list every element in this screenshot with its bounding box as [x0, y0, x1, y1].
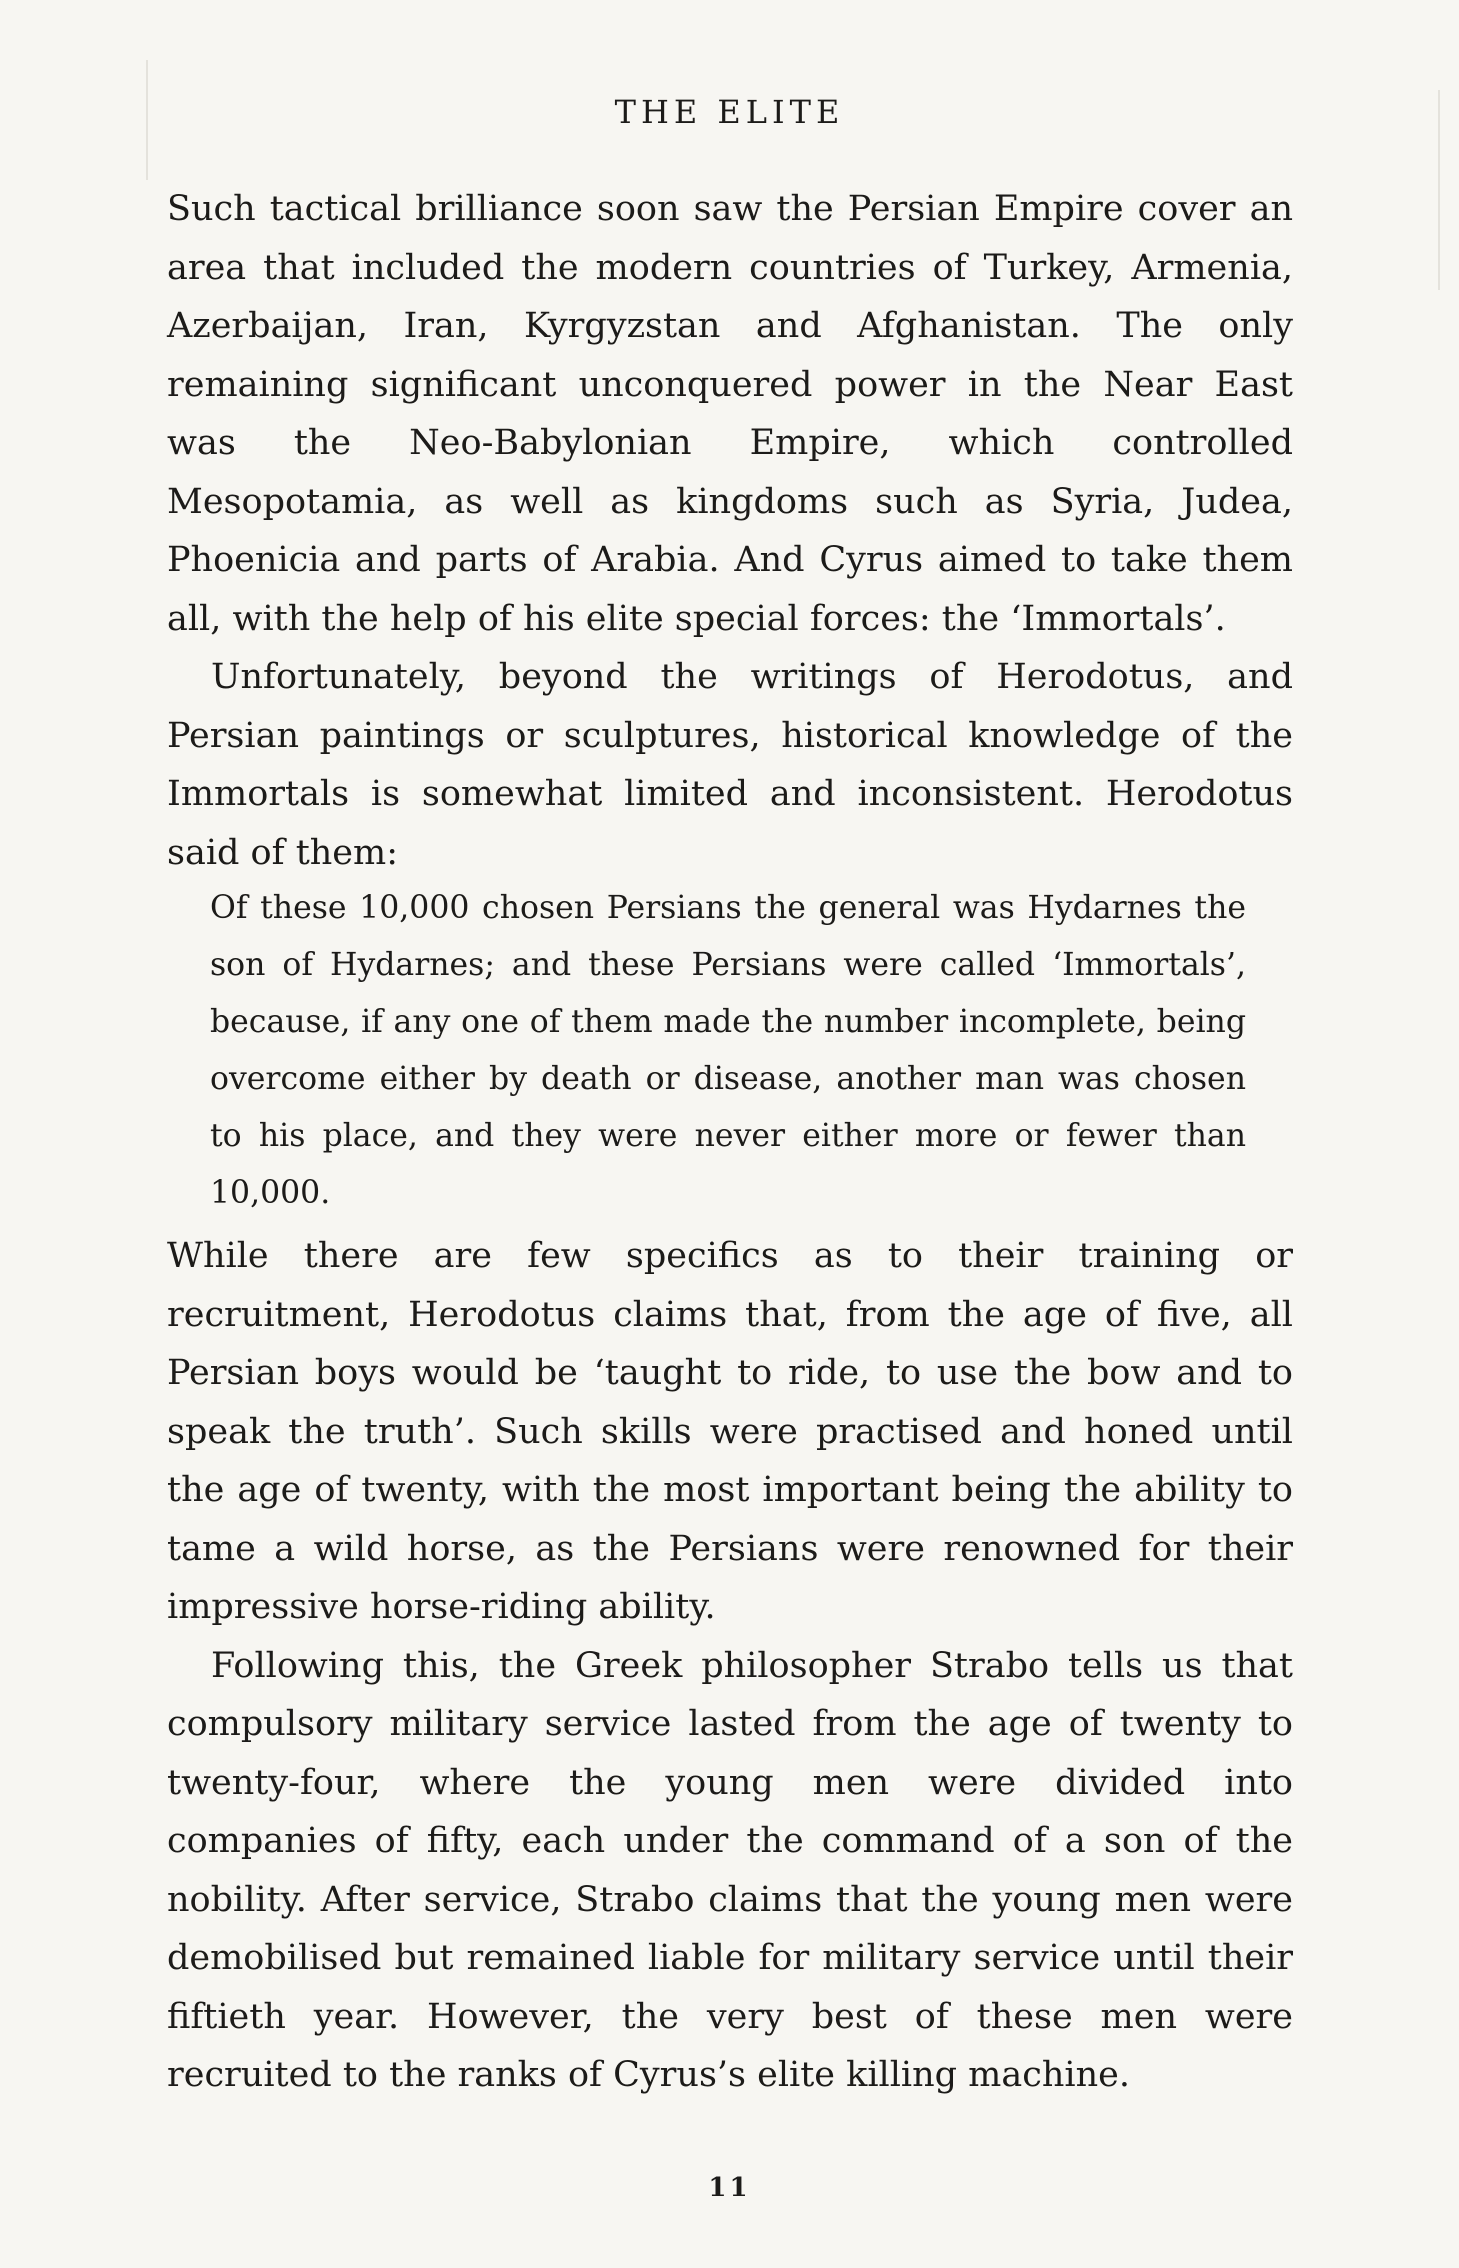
paragraph: Such tactical brilliance soon saw the Persian Empire cover an area that included the modern countries of Turkey, Armenia, Azerbaijan, Iran, Kyrgyzstan and Afghanistan. The only remaining significant unconquered power in the Near East was the Neo-Babylonian Empire, which controlled Mesopotamia, as well as kingdoms such as Syria, Judea, Phoenicia and parts of Arabia. And Cyrus aimed to take them all, with the help of his elite special forces: the ‘Immortals’.	[167, 189, 1293, 639]
page-number: 11	[708, 2173, 751, 2203]
running-head: THE ELITE	[614, 93, 845, 131]
body-text-before-quote	[167, 180, 1293, 882]
paragraph: While there are few specifics as to their training or recruitment, Herodotus claims that, from the age of five, all Persian boys would be ‘taught to ride, to use the bow and to speak the truth’. Such skills were practised and honed until the age of twenty, with the most important being the ability to tame a wild horse, as the Persians were renowned for their impressive horse-riding ability.	[167, 1236, 1293, 1627]
paragraph: Unfortunately, beyond the writings of Herodotus, and Persian paintings or sculptures, historical knowledge of the Immortals is somewhat limited and inconsistent. Herodotus said of them:	[167, 657, 1293, 873]
paragraph: Following this, the Greek philosopher Strabo tells us that compulsory military service lasted from the age of twenty to twenty-four, where the young men were divided into companies of fifty, each under the command of a son of the nobility. After service, Strabo claims that the young men were demobilised but remained liable for military service until their fiftieth year. However, the very best of these men were recruited to the ranks of Cyrus’s elite killing machine.	[167, 1645, 1293, 2095]
body-text-after-quote	[167, 1227, 1293, 2105]
block-quote: Of these 10,000 chosen Persians the general was Hydarnes the son of Hydarnes; and these Persians were called ‘Immortals’, because, if any one of them made the number incomplete, being overcome either by death or disease, another man was chosen to his place, and they were never either more or fewer than 10,000.	[210, 890, 1246, 1211]
